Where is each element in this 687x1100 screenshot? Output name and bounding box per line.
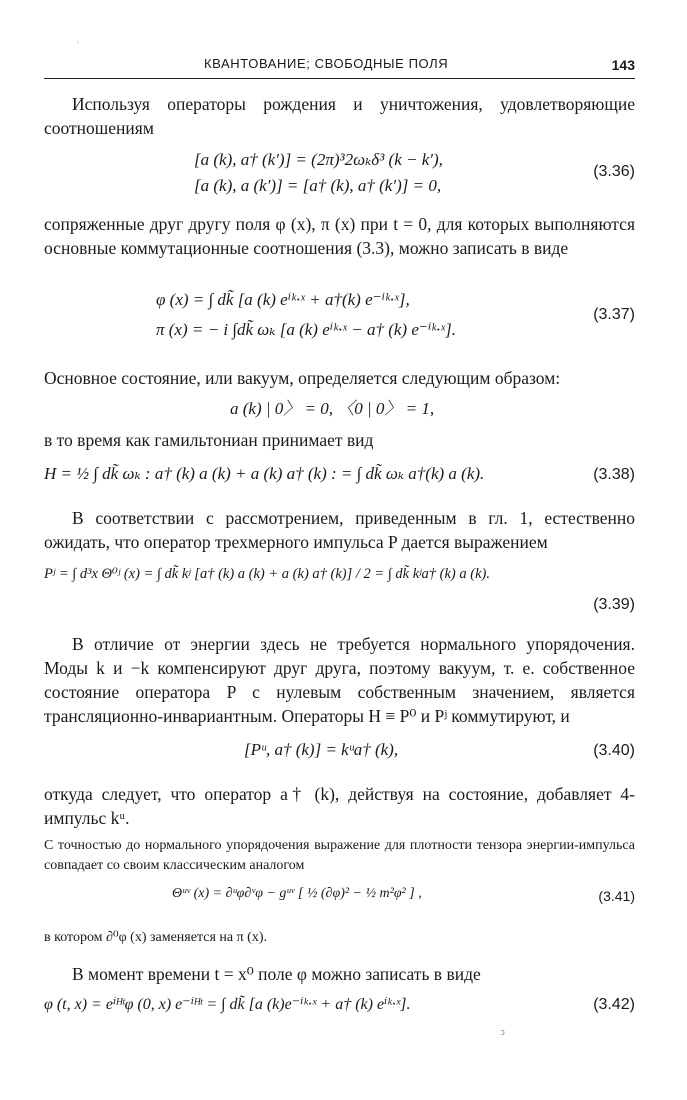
equation-number: (3.37) [593, 306, 635, 323]
equation-3-40 [44, 740, 635, 766]
equation-line: Θᵘᵛ (x) = ∂ᵘφ∂ᵛφ − gᵘᵛ [ ½ (∂φ)² − ½ m²φ² ] , [172, 886, 422, 901]
equation-line: [Pᵘ, a† (k)] = kᵘa† (k), [244, 740, 399, 759]
equation-line: π (x) = − i ∫dk̃ ωₖ [a (k) eⁱᵏ·ˣ − a† (k) e⁻ⁱᵏ·ˣ]. [156, 320, 456, 339]
paragraph-creation: откуда следует, что оператор a† (k), действуя на состояние, добавляет 4- импульс kᵘ. [44, 784, 635, 828]
paragraph-energy-momentum: С точностью до нормального упорядочения выражение для плотности тензора энергии-импульса совпадает со своим классическим аналогом [44, 838, 635, 873]
paragraph-fields: сопряженные друг другу поля φ (x), π (x) при t = 0, для которых выполняются основные коммутационные соотношения (3.3), можно записать в виде [44, 214, 635, 258]
equation-3-38 [44, 462, 635, 490]
equation-line: [a (k), a† (k′)] = (2π)³2ωₖδ³ (k − k′), [194, 150, 443, 169]
equation-line: φ (x) = ∫ dk̃ [a (k) eⁱᵏ·ˣ + a†(k) e⁻ⁱᵏ·ˣ], [156, 290, 410, 309]
paragraph-time: В момент времени t = x⁰ поле φ можно записать в виде [72, 964, 481, 984]
paragraph-momentum: В соответствии с рассмотрением, приведенным в гл. 1, естественно ожидать, что оператор трехмерного импульса P дается выражением [44, 508, 635, 552]
paragraph-replacement: в котором ∂⁰φ (x) заменяется на π (x). [44, 930, 267, 945]
equation-number: (3.36) [593, 163, 635, 180]
paragraph-ordering: В отличие от энергии здесь не требуется нормального упорядочения. Моды k и −k компенсируют друг друга, поэтому вакуум, т. е. собственное состояние оператора P с нулевым собственным значением, является трансляционно-инвариантным. Операторы H ≡ P⁰ и Pʲ коммутируют, и [44, 634, 635, 726]
equation-line: φ (t, x) = eⁱᴴᵗφ (0, x) e⁻ⁱᴴᵗ = ∫ dk̃ [a (k)e⁻ⁱᵏ·ˣ + a† (k) eⁱᵏ·ˣ]. [44, 996, 411, 1013]
paragraph-vacuum: Основное состояние, или вакуум, определяется следующим образом: [44, 368, 561, 388]
equation-3-41 [44, 884, 635, 910]
equation-number: (3.42) [593, 996, 635, 1013]
equation-number: (3.38) [593, 466, 635, 483]
paragraph-intro: Используя операторы рождения и уничтожения, удовлетворяющие соотношениям [44, 94, 635, 138]
equation-3-39 [44, 566, 635, 624]
equation-line: [a (k), a (k′)] = [a† (k), a† (k′)] = 0, [194, 176, 442, 195]
equation-number: (3.41) [598, 888, 635, 904]
equation-3-42 [44, 994, 635, 1022]
stray-mark: ʾ [76, 40, 80, 52]
stray-mark: ↄ [500, 1026, 505, 1038]
equation-3-36 [44, 150, 635, 202]
equation-number: (3.39) [593, 596, 635, 613]
equation-3-37 [44, 290, 635, 346]
equation-line: H = ½ ∫ dk̃ ωₖ : a† (k) a (k) + a (k) a† (k) : = ∫ dk̃ ωₖ a†(k) a (k). [44, 464, 485, 483]
running-title: КВАНТОВАНИЕ; СВОБОДНЫЕ ПОЛЯ [204, 56, 449, 71]
equation-line: a (k) | 0〉 = 0, 〈0 | 0〉 = 1, [230, 399, 435, 418]
page-header [44, 52, 635, 79]
equation-number: (3.40) [593, 742, 635, 759]
equation-line: Pʲ = ∫ d³x Θ⁰ʲ (x) = ∫ dk̃ kʲ [a† (k) a (k) + a (k) a† (k)] / 2 = ∫ dk̃ kʲa† (k) a (k). [44, 566, 490, 582]
paragraph-hamiltonian: в то время как гамильтониан принимает вид [44, 430, 374, 450]
page-number: 143 [611, 57, 635, 73]
equation-vacuum [44, 394, 635, 418]
